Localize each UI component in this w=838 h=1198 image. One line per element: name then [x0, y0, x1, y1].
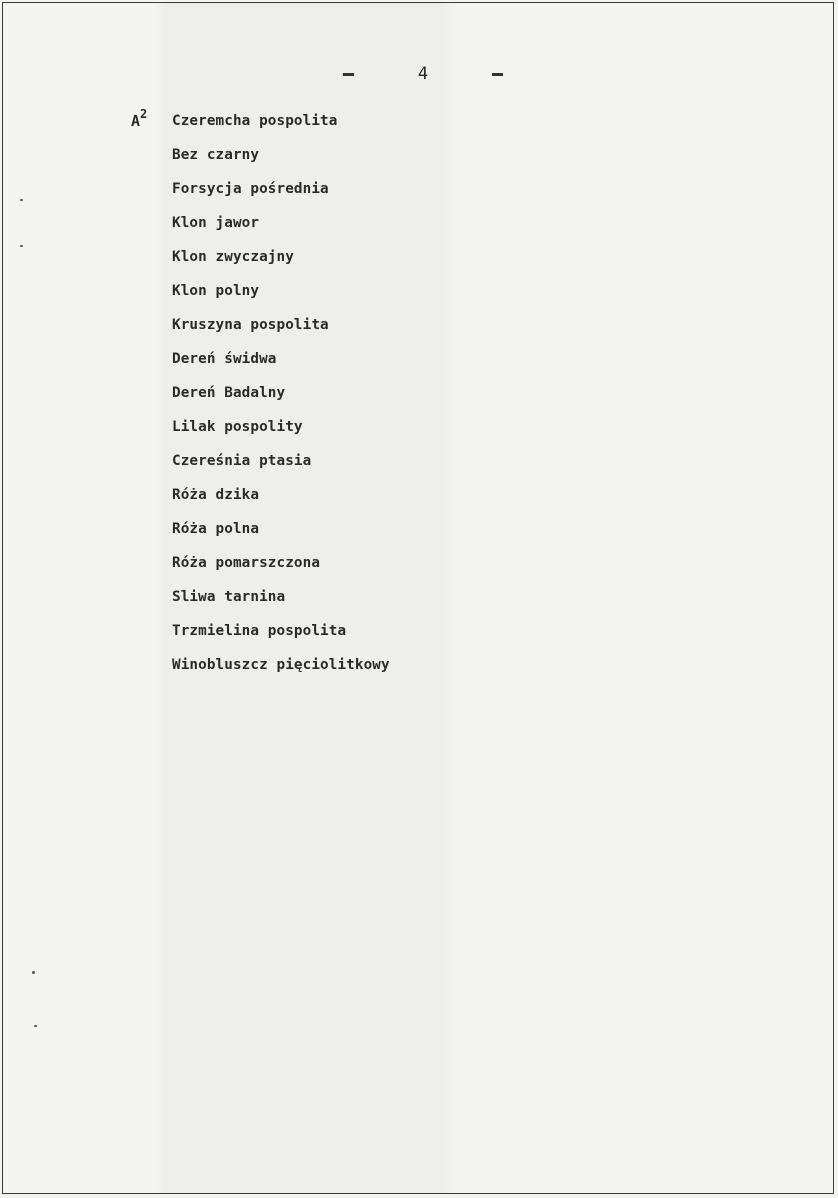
section-superscript: 2 [140, 107, 148, 121]
list-item: Róża dzika [172, 487, 260, 503]
page-number-header [343, 61, 503, 87]
list-item: Klon zwyczajny [172, 249, 294, 265]
list-item: Klon polny [172, 283, 260, 299]
scan-speck [20, 245, 23, 247]
list-item: Lilak pospolity [172, 419, 303, 435]
list-item: Trzmielina pospolita [172, 623, 347, 639]
list-item: Winobluszcz pięciolitkowy [172, 657, 390, 673]
section-label: A [131, 112, 141, 130]
scan-speck [32, 971, 35, 974]
list-item: Forsycja pośrednia [172, 181, 329, 197]
list-item: Sliwa tarnina [172, 589, 286, 605]
list-item: Róża pomarszczona [172, 555, 321, 571]
scan-speck [20, 199, 23, 201]
list-item: Kruszyna pospolita [172, 317, 329, 333]
plant-list [172, 111, 390, 689]
scan-speck [34, 1025, 37, 1027]
list-item: Bez czarny [172, 147, 260, 163]
list-item: Dereń Badalny [172, 385, 286, 401]
section-marker [131, 109, 147, 130]
right-dash [492, 73, 503, 76]
list-item: Klon jawor [172, 215, 260, 231]
page-number: 4 [417, 64, 429, 84]
list-item: Róża polna [172, 521, 260, 537]
list-item: Dereń świdwa [172, 351, 277, 367]
list-item: Czeremcha pospolita [172, 113, 338, 129]
document-page [2, 2, 834, 1194]
list-item: Czereśnia ptasia [172, 453, 312, 469]
left-dash [343, 73, 354, 76]
